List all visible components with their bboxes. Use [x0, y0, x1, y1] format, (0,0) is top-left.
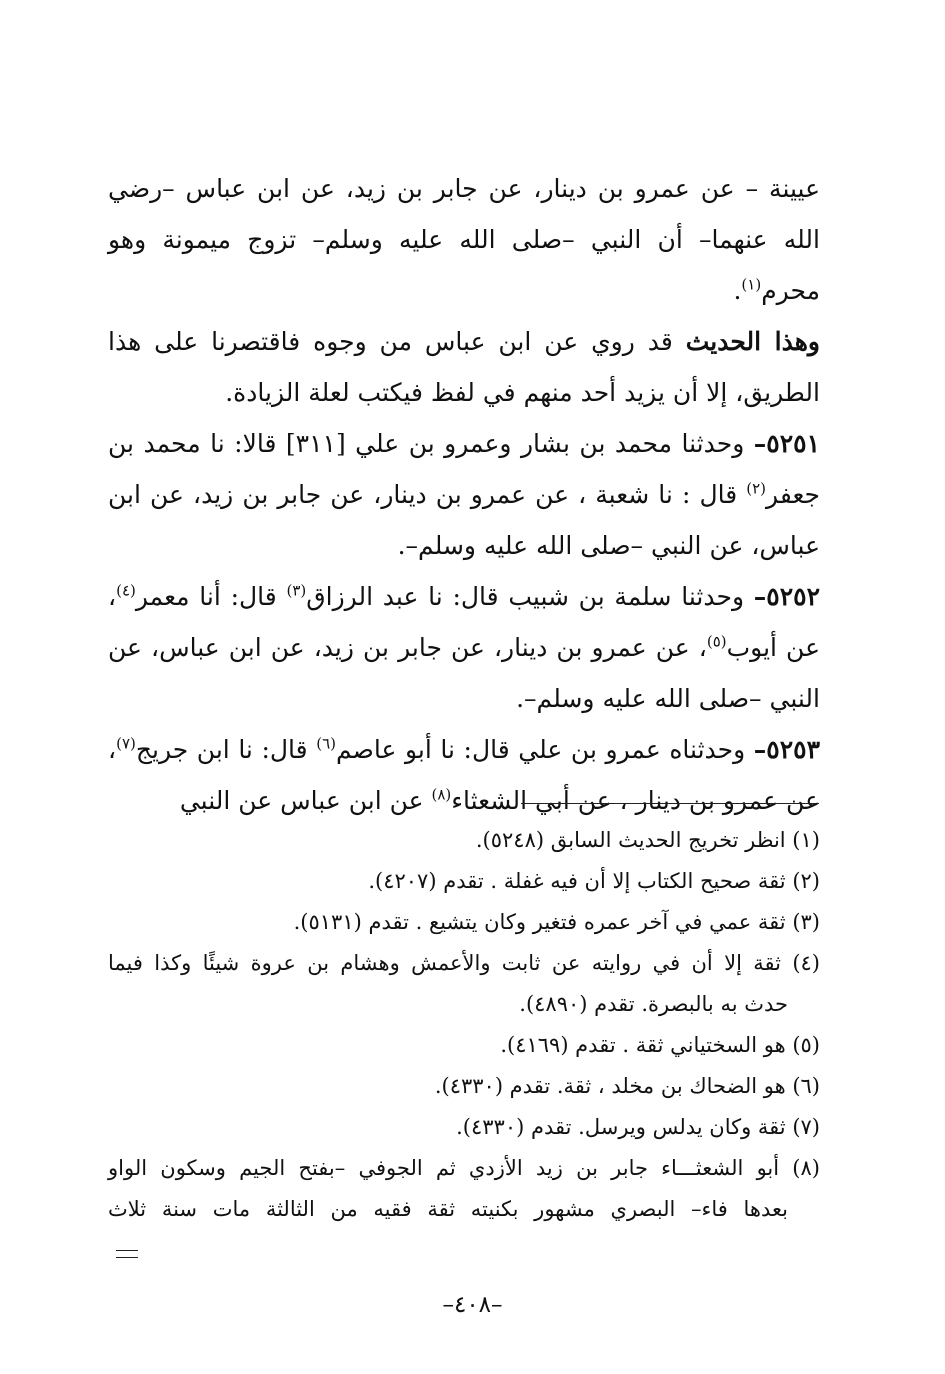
page-number: –٤٠٨–: [442, 1292, 503, 1318]
hadith-text: عن ابن عباس عن النبي: [179, 786, 432, 815]
hadith-number: ٥٢٥١–: [753, 429, 820, 458]
footnote-ref-3: (٣): [286, 581, 307, 600]
footnote-8-continuation: بعدها فاء– البصري مشهور بكنيته ثقة فقيه من الثالثة مات سنة ثلاث: [108, 1197, 788, 1221]
footnote-4-continuation: حدث به بالبصرة. تقدم (٤٨٩٠).: [519, 992, 788, 1016]
footnote-5: (٥) هو السختياني ثقة . تقدم (٤١٦٩).: [500, 1033, 820, 1057]
footnote-ref-2: (٢): [746, 479, 767, 498]
hadith-text: وحدثنا محمد بن بشار وعمرو بن علي [٣١١] قالا: نا محمد بن جعفر: [108, 429, 820, 509]
hadith-text: عيينة – عن عمرو بن دينار، عن جابر بن زيد، عن ابن عباس –رضي الله عنهما– أن النبي –صلى الله عليه وسلم– تزوج ميمونة وهو محرم: [108, 174, 820, 305]
commentary-lead: وهذا الحديث: [685, 327, 821, 356]
hadith-number: ٥٢٥٣–: [753, 735, 820, 764]
footnote-1: (١) انظر تخريج الحديث السابق (٥٢٤٨).: [475, 828, 820, 852]
hadith-text: وحدثناه عمرو بن علي قال: نا أبو عاصم: [336, 735, 754, 764]
footnote-4: (٤) ثقة إلا أن في روايته عن ثابت والأعمش وهشام بن عروة شيئًا وكذا فيما: [108, 951, 820, 975]
hadith-text: ، عن أيوب: [108, 582, 821, 662]
footnote-ref-8: (٨): [431, 785, 452, 804]
hadith-5252: [108, 571, 820, 724]
footnote-ref-7: (٧): [116, 734, 136, 753]
footnote-ref-1: (١): [741, 275, 762, 294]
main-text: [108, 163, 820, 826]
continue-line-top: [116, 1250, 138, 1251]
footnote-6: (٦) هو الضحاك بن مخلد ، ثقة. تقدم (٤٣٣٠).: [434, 1074, 820, 1098]
footnote-8: (٨) أبو الشعثـــاء جابر بن زيد الأزدي ثم الجوفي –بفتح الجيم وسكون الواو: [108, 1156, 820, 1180]
hadith-text: قال : نا شعبة ، عن عمرو بن دينار، عن جابر بن زيد، عن ابن عباس، عن النبي –صلى الله عليه وسلم–.: [108, 480, 820, 560]
footnote-3: (٣) ثقة عمي في آخر عمره فتغير وكان يتشيع . تقدم (٥١٣١).: [293, 910, 820, 934]
footnote-continues-mark: [116, 1250, 138, 1264]
footnote-ref-4: (٤): [116, 581, 136, 600]
commentary-text: قد روي عن ابن عباس من وجوه فاقتصرنا على هذا الطريق، إلا أن يزيد أحد منهم في لفظ فيكتب لعلة الزيادة.: [108, 327, 820, 407]
hadith-text: قال: نا ابن جريج: [135, 735, 317, 764]
footnote-separator: [521, 803, 819, 804]
footnote-2: (٢) ثقة صحيح الكتاب إلا أن فيه غفلة . تقدم (٤٢٠٧).: [368, 869, 820, 893]
hadith-5253: [108, 724, 820, 826]
footnote-ref-6: (٦): [316, 734, 336, 753]
hadith-text: ، عن عمرو بن دينار، عن جابر بن زيد، عن ابن عباس، عن النبي –صلى الله عليه وسلم–.: [108, 633, 820, 713]
footnotes: [108, 820, 820, 1230]
hadith-text-end: .: [733, 276, 742, 305]
hadith-text: ، عن عمرو بن دينار ، عن أبي الشعثاء: [108, 735, 820, 815]
hadith-text: قال: أنا معمر: [135, 582, 287, 611]
hadith-number: ٥٢٥٢–: [753, 582, 820, 611]
continue-line-bottom: [116, 1257, 138, 1258]
footnote-7: (٧) ثقة وكان يدلس ويرسل. تقدم (٤٣٣٠).: [456, 1115, 820, 1139]
hadith-text: وحدثنا سلمة بن شبيب قال: نا عبد الرزاق: [306, 582, 754, 611]
paragraph-hadith-continuation: [108, 163, 820, 316]
paragraph-commentary: [108, 316, 820, 418]
footnote-ref-5: (٥): [706, 632, 727, 651]
hadith-5251: [108, 418, 820, 571]
